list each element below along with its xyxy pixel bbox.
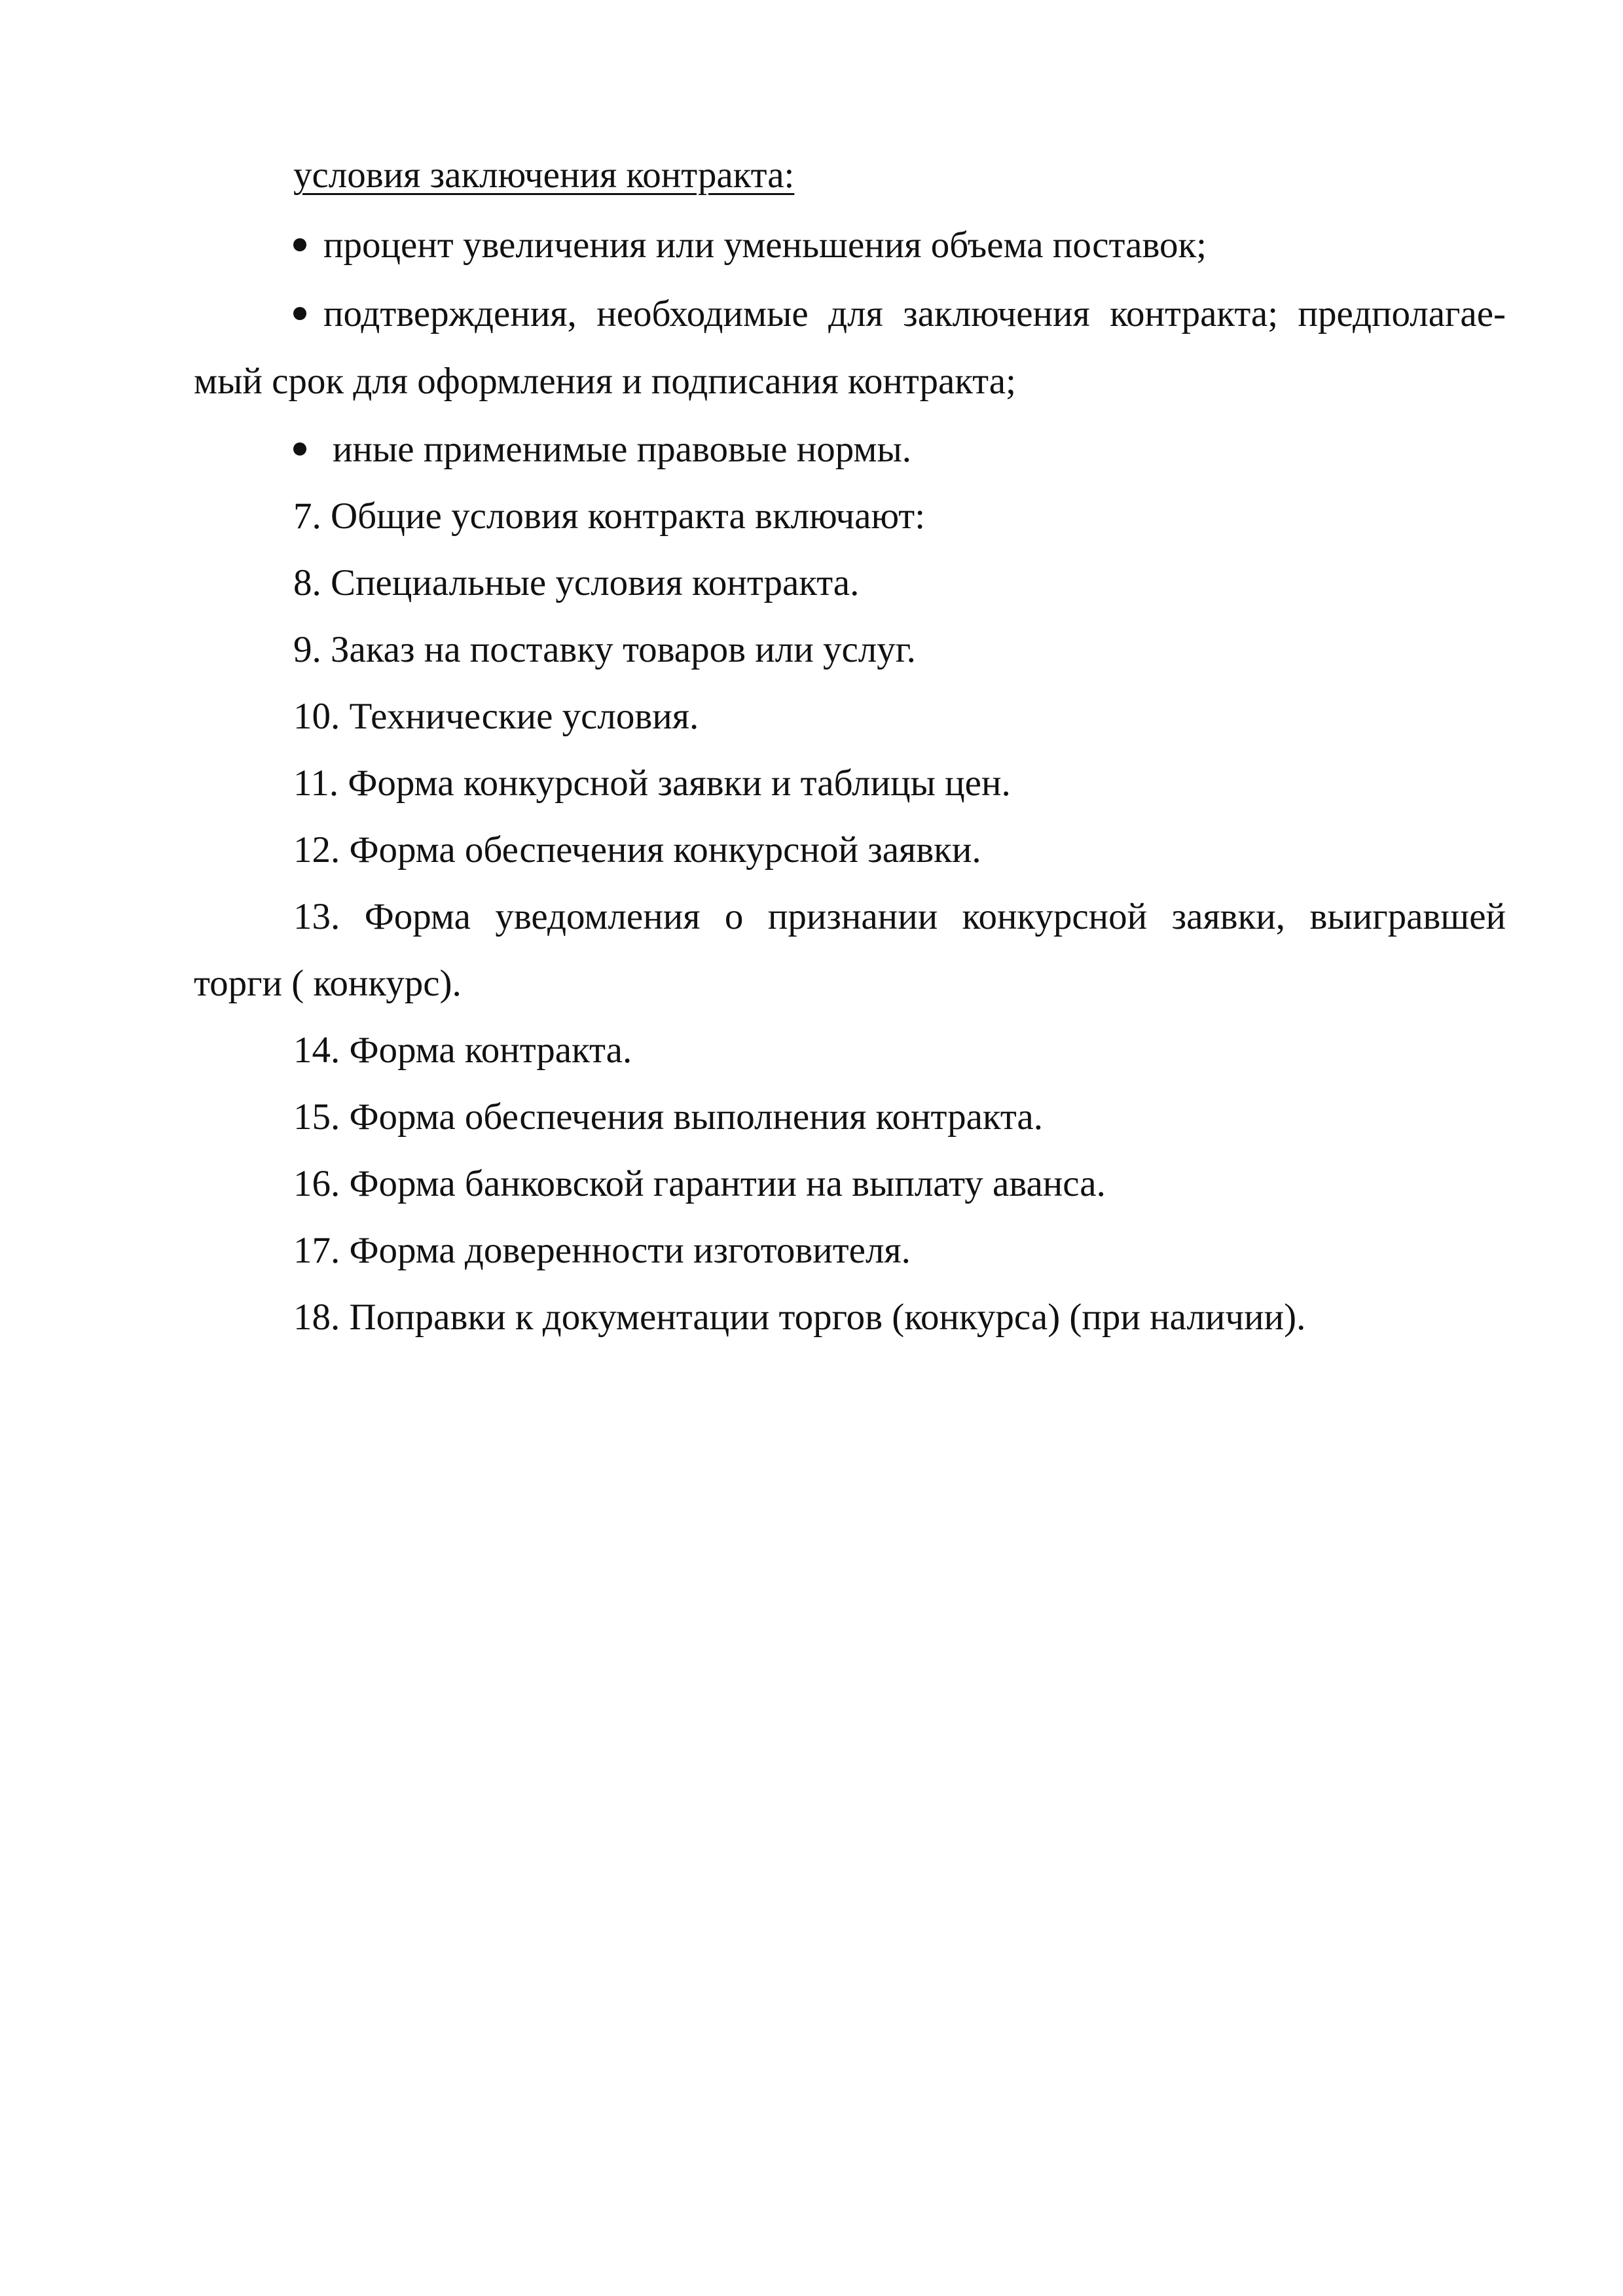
list-item: 8. Специальные условия контракта. <box>293 562 860 603</box>
list-item: 12. Форма обеспечения конкурсной заявки. <box>293 829 981 870</box>
section-heading: условия заключения контракта: <box>293 154 795 196</box>
list-item: 13. Форма уведомления о признании конкурсной заявки, выигравшей <box>293 896 1506 937</box>
list-item: 14. Форма контракта. <box>293 1030 632 1071</box>
bullet-item <box>293 427 911 473</box>
bullet-icon <box>293 307 306 320</box>
bullet-continuation: мый срок для оформления и подписания контракта; <box>194 361 1016 402</box>
list-item: 17. Форма доверенности изготовителя. <box>293 1230 911 1271</box>
bullet-item <box>293 223 1207 268</box>
list-item: 18. Поправки к документации торгов (конкурса) (при наличии). <box>293 1297 1306 1338</box>
list-item-continuation: торги ( конкурс). <box>194 963 462 1004</box>
list-item: 16. Форма банковской гарантии на выплату аванса. <box>293 1163 1106 1204</box>
list-item: 9. Заказ на поставку товаров или услуг. <box>293 629 916 670</box>
list-item: 11. Форма конкурсной заявки и таблицы цен. <box>293 762 1011 804</box>
bullet-item <box>293 291 1506 337</box>
bullet-text: подтверждения, необходимые для заключения контракта; предполагае- <box>323 293 1506 334</box>
bullet-icon <box>293 238 306 251</box>
bullet-icon <box>293 442 306 456</box>
bullet-text: иные применимые правовые нормы. <box>333 429 912 470</box>
list-item: 15. Форма обеспечения выполнения контракта. <box>293 1096 1043 1138</box>
bullet-text: процент увеличения или уменьшения объема поставок; <box>323 224 1207 266</box>
list-item: 10. Технические условия. <box>293 696 699 737</box>
list-item: 7. Общие условия контракта включают: <box>293 495 926 537</box>
